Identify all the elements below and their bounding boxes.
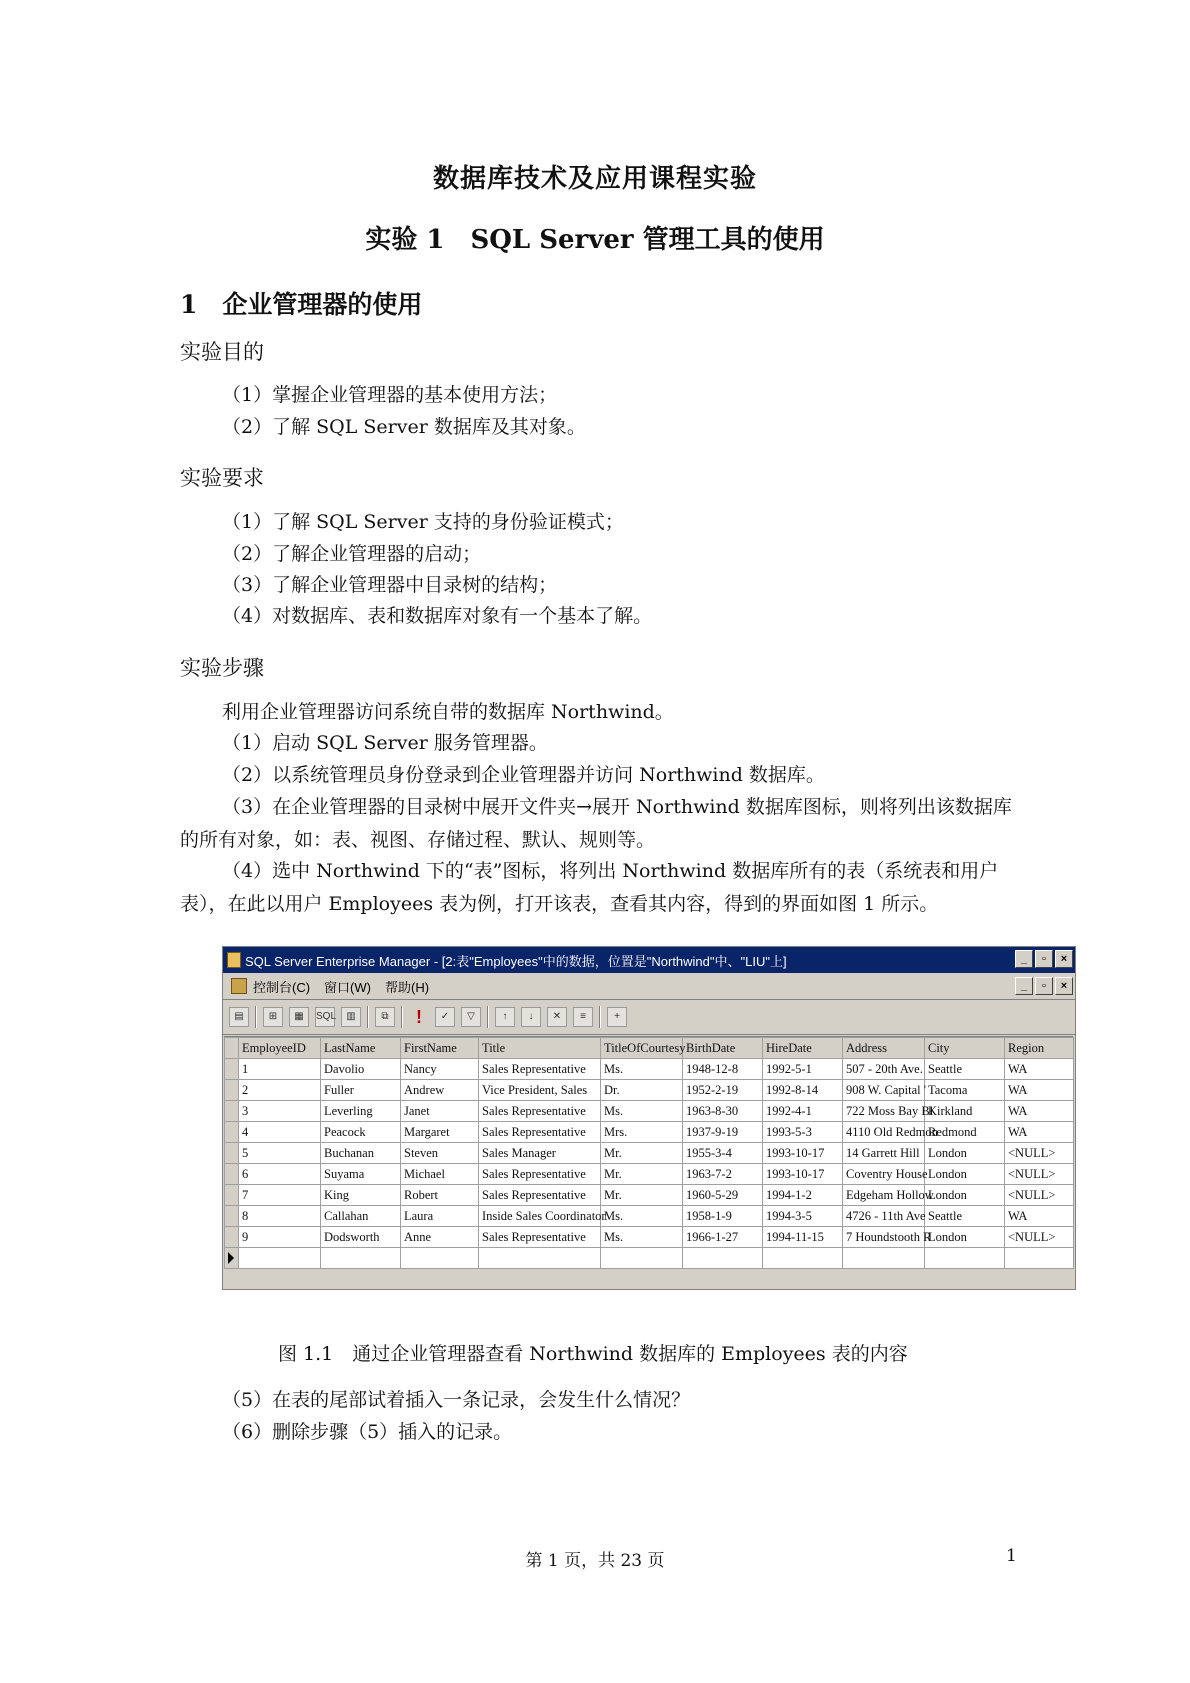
table-cell[interactable]: Michael: [401, 1164, 479, 1185]
table-cell[interactable]: Ms.: [601, 1206, 683, 1227]
table-cell[interactable]: 1993-10-17: [763, 1164, 843, 1185]
toolbar-separator: [401, 1006, 403, 1028]
table-cell[interactable]: 1992-4-1: [763, 1101, 843, 1122]
app-icon: [227, 952, 241, 968]
row-selector[interactable]: [225, 1227, 239, 1248]
sort-ascending-icon[interactable]: ↑: [495, 1007, 515, 1027]
row-selector[interactable]: [225, 1059, 239, 1080]
table-row[interactable]: [225, 1143, 1074, 1164]
table-cell[interactable]: Seattle: [925, 1059, 1005, 1080]
table-cell[interactable]: London: [925, 1227, 1005, 1248]
close-button[interactable]: ×: [1055, 950, 1073, 968]
table-cell[interactable]: 1992-8-14: [763, 1080, 843, 1101]
table-cell[interactable]: 6: [239, 1164, 321, 1185]
step-6: （6）删除步骤（5）插入的记录。: [222, 1421, 513, 1443]
table-cell[interactable]: Inside Sales Coordinator: [479, 1206, 601, 1227]
table-row[interactable]: [225, 1080, 1074, 1101]
toolbar-separator: [255, 1006, 257, 1028]
new-record-row[interactable]: [225, 1248, 1074, 1269]
row-selector[interactable]: [225, 1080, 239, 1101]
table-cell[interactable]: 1993-10-17: [763, 1143, 843, 1164]
table-cell[interactable]: Leverling: [321, 1101, 401, 1122]
table-cell[interactable]: Mrs.: [601, 1122, 683, 1143]
menu-console[interactable]: 控制台(C): [253, 979, 311, 995]
table-cell[interactable]: Buchanan: [321, 1143, 401, 1164]
table-cell[interactable]: Sales Representative: [479, 1185, 601, 1206]
toolbar: [223, 1000, 1075, 1035]
table-cell[interactable]: 1955-3-4: [683, 1143, 763, 1164]
table-cell[interactable]: Edgeham Hollow: [843, 1185, 925, 1206]
requirement-item-4: （4）对数据库、表和数据库对象有一个基本了解。: [222, 605, 653, 627]
table-cell[interactable]: Sales Manager: [479, 1143, 601, 1164]
group-by-icon[interactable]: ≡: [573, 1007, 593, 1027]
row-selector[interactable]: [225, 1164, 239, 1185]
table-row[interactable]: [225, 1164, 1074, 1185]
table-cell[interactable]: WA: [1005, 1206, 1074, 1227]
step-2: （2）以系统管理员身份登录到企业管理器并访问 Northwind 数据库。: [222, 764, 825, 786]
section-title: 1 企业管理器的使用: [180, 290, 423, 319]
table-cell[interactable]: Ms.: [601, 1059, 683, 1080]
table-cell[interactable]: Redmond: [925, 1122, 1005, 1143]
verify-sql-icon[interactable]: ✓: [435, 1007, 455, 1027]
purpose-heading: 实验目的: [180, 340, 264, 364]
table-cell[interactable]: Mr.: [601, 1185, 683, 1206]
table-cell[interactable]: Sales Representative: [479, 1101, 601, 1122]
requirement-item-2: （2）了解企业管理器的启动；: [222, 543, 482, 565]
table-row[interactable]: [225, 1101, 1074, 1122]
table-cell[interactable]: 7 Houndstooth R: [843, 1227, 925, 1248]
column-header[interactable]: Address: [843, 1038, 925, 1059]
table-cell[interactable]: Kirkland: [925, 1101, 1005, 1122]
table-cell[interactable]: Suyama: [321, 1164, 401, 1185]
table-cell[interactable]: 1963-7-2: [683, 1164, 763, 1185]
table-cell[interactable]: Peacock: [321, 1122, 401, 1143]
row-selector[interactable]: [225, 1185, 239, 1206]
purpose-item-1: （1）掌握企业管理器的基本使用方法；: [222, 384, 558, 406]
table-cell[interactable]: 9: [239, 1227, 321, 1248]
table-cell[interactable]: 1994-1-2: [763, 1185, 843, 1206]
table-row[interactable]: [225, 1206, 1074, 1227]
page-number: 1: [1006, 1546, 1017, 1566]
child-close-button[interactable]: ×: [1055, 977, 1073, 995]
sql-pane-icon[interactable]: SQL: [315, 1007, 335, 1027]
table-cell[interactable]: Dodsworth: [321, 1227, 401, 1248]
table-cell[interactable]: [843, 1248, 925, 1269]
table-cell[interactable]: Sales Representative: [479, 1227, 601, 1248]
step-3: （3）在企业管理器的目录树中展开文件夹→展开 Northwind 数据库图标，则将列出该数据库的所有对象，如：表、视图、存储过程、默认、规则等。: [180, 796, 1012, 851]
table-cell[interactable]: <NULL>: [1005, 1185, 1074, 1206]
table-cell[interactable]: 1: [239, 1059, 321, 1080]
table-cell[interactable]: <NULL>: [1005, 1164, 1074, 1185]
requirement-item-1: （1）了解 SQL Server 支持的身份验证模式；: [222, 511, 624, 533]
menu-window[interactable]: 窗口(W): [324, 979, 371, 995]
table-cell[interactable]: 8: [239, 1206, 321, 1227]
table-cell[interactable]: Dr.: [601, 1080, 683, 1101]
window-title: SQL Server Enterprise Manager - [2:表"Employees"中的数据，位置是"Northwind"中、"LIU"上]: [245, 953, 787, 969]
table-cell[interactable]: Steven: [401, 1143, 479, 1164]
table-cell[interactable]: [763, 1248, 843, 1269]
table-cell[interactable]: WA: [1005, 1101, 1074, 1122]
results-pane-icon[interactable]: ▥: [341, 1007, 361, 1027]
run-icon[interactable]: !: [416, 1007, 422, 1027]
table-cell[interactable]: 1993-5-3: [763, 1122, 843, 1143]
table-cell[interactable]: [683, 1248, 763, 1269]
table-cell[interactable]: WA: [1005, 1059, 1074, 1080]
step-4: （4）选中 Northwind 下的“表”图标，将列出 Northwind 数据库所有的表（系统表和用户表），在此以用户 Employees 表为例，打开该表，查看其内容，得到的界面如图 1 所示。: [180, 860, 999, 915]
table-cell[interactable]: [1005, 1248, 1074, 1269]
maximize-button[interactable]: ▫: [1035, 950, 1053, 968]
step-5: （5）在表的尾部试着插入一条记录，会发生什么情况？: [222, 1389, 691, 1411]
table-cell[interactable]: Laura: [401, 1206, 479, 1227]
table-cell[interactable]: Nancy: [401, 1059, 479, 1080]
toolbar-separator: [367, 1006, 369, 1028]
row-selector[interactable]: [225, 1143, 239, 1164]
table-cell[interactable]: Ms.: [601, 1101, 683, 1122]
table-cell[interactable]: [321, 1248, 401, 1269]
column-header[interactable]: Region: [1005, 1038, 1074, 1059]
figure-caption: 图 1.1 通过企业管理器查看 Northwind 数据库的 Employees 表的内容: [278, 1343, 908, 1365]
table-cell[interactable]: 1960-5-29: [683, 1185, 763, 1206]
table-cell[interactable]: [401, 1248, 479, 1269]
steps-heading: 实验步骤: [180, 656, 264, 680]
table-cell[interactable]: <NULL>: [1005, 1227, 1074, 1248]
table-cell[interactable]: Ms.: [601, 1227, 683, 1248]
column-header[interactable]: HireDate: [763, 1038, 843, 1059]
table-cell[interactable]: 2: [239, 1080, 321, 1101]
table-cell[interactable]: 5: [239, 1143, 321, 1164]
table-cell[interactable]: [239, 1248, 321, 1269]
table-cell[interactable]: WA: [1005, 1080, 1074, 1101]
column-header[interactable]: LastName: [321, 1038, 401, 1059]
table-cell[interactable]: Vice President, Sales: [479, 1080, 601, 1101]
table-cell[interactable]: Coventry House: [843, 1164, 925, 1185]
column-header[interactable]: Title: [479, 1038, 601, 1059]
document-title: 数据库技术及应用课程实验: [432, 164, 757, 194]
column-header[interactable]: TitleOfCourtesy: [601, 1038, 683, 1059]
table-cell[interactable]: 4: [239, 1122, 321, 1143]
table-cell[interactable]: 1992-5-1: [763, 1059, 843, 1080]
step-1: （1）启动 SQL Server 服务管理器。: [222, 732, 548, 754]
requirement-item-3: （3）了解企业管理器中目录树的结构；: [222, 574, 558, 596]
table-cell[interactable]: [601, 1248, 683, 1269]
table-row[interactable]: [225, 1059, 1074, 1080]
experiment-title: 实验 1 SQL Server 管理工具的使用: [365, 225, 825, 255]
table-cell[interactable]: King: [321, 1185, 401, 1206]
table-cell[interactable]: London: [925, 1164, 1005, 1185]
header-selector[interactable]: [225, 1038, 239, 1059]
add-table-icon[interactable]: +: [607, 1007, 627, 1027]
menu-help[interactable]: 帮助(H): [384, 979, 430, 995]
toolbar-separator: [487, 1006, 489, 1028]
table-cell[interactable]: 1994-11-15: [763, 1227, 843, 1248]
data-grid: [224, 1036, 1073, 1269]
table-cell[interactable]: WA: [1005, 1122, 1074, 1143]
table-cell[interactable]: Janet: [401, 1101, 479, 1122]
table-cell[interactable]: Fuller: [321, 1080, 401, 1101]
table-cell[interactable]: London: [925, 1143, 1005, 1164]
sort-descending-icon[interactable]: ↓: [521, 1007, 541, 1027]
remove-filter-icon[interactable]: ✕: [547, 1007, 567, 1027]
table-cell[interactable]: Anne: [401, 1227, 479, 1248]
row-selector[interactable]: [225, 1248, 239, 1269]
table-cell[interactable]: Callahan: [321, 1206, 401, 1227]
table-cell[interactable]: 3: [239, 1101, 321, 1122]
child-minimize-button[interactable]: _: [1015, 977, 1033, 995]
enterprise-manager-window: [222, 946, 1076, 1290]
table-cell[interactable]: Sales Representative: [479, 1164, 601, 1185]
toolbar-separator: [599, 1006, 601, 1028]
table-cell[interactable]: 1937-9-19: [683, 1122, 763, 1143]
diagram-pane-icon[interactable]: ⊞: [263, 1007, 283, 1027]
column-header[interactable]: BirthDate: [683, 1038, 763, 1059]
table-cell[interactable]: Mr.: [601, 1164, 683, 1185]
table-cell[interactable]: 14 Garrett Hill: [843, 1143, 925, 1164]
table-cell[interactable]: 7: [239, 1185, 321, 1206]
table-cell[interactable]: Mr.: [601, 1143, 683, 1164]
table-cell[interactable]: 1948-12-8: [683, 1059, 763, 1080]
console-icon: [231, 978, 247, 994]
row-selector[interactable]: [225, 1101, 239, 1122]
properties-icon[interactable]: ▤: [229, 1007, 249, 1027]
minimize-button[interactable]: _: [1015, 950, 1033, 968]
change-type-icon[interactable]: ⧉: [375, 1007, 395, 1027]
table-cell[interactable]: Davolio: [321, 1059, 401, 1080]
table-cell[interactable]: Sales Representative: [479, 1122, 601, 1143]
window-titlebar[interactable]: [223, 947, 1075, 973]
column-header[interactable]: FirstName: [401, 1038, 479, 1059]
table-cell[interactable]: Seattle: [925, 1206, 1005, 1227]
filter-icon[interactable]: ▽: [461, 1007, 481, 1027]
child-maximize-button[interactable]: ▫: [1035, 977, 1053, 995]
table-cell[interactable]: Margaret: [401, 1122, 479, 1143]
table-cell[interactable]: 1958-1-9: [683, 1206, 763, 1227]
grid-pane-icon[interactable]: ▦: [289, 1007, 309, 1027]
table-cell[interactable]: 1966-1-27: [683, 1227, 763, 1248]
page-footer: 第 1 页，共 23 页: [525, 1551, 665, 1571]
purpose-item-2: （2）了解 SQL Server 数据库及其对象。: [222, 416, 586, 438]
table-cell[interactable]: [479, 1248, 601, 1269]
table-cell[interactable]: 722 Moss Bay Bl: [843, 1101, 925, 1122]
table-row[interactable]: [225, 1227, 1074, 1248]
table-cell[interactable]: London: [925, 1185, 1005, 1206]
row-selector[interactable]: [225, 1122, 239, 1143]
table-cell[interactable]: 1963-8-30: [683, 1101, 763, 1122]
table-cell[interactable]: 4110 Old Redmon: [843, 1122, 925, 1143]
table-row[interactable]: [225, 1122, 1074, 1143]
requirements-heading: 实验要求: [180, 466, 264, 490]
column-header[interactable]: EmployeeID: [239, 1038, 321, 1059]
row-selector[interactable]: [225, 1206, 239, 1227]
current-row-arrow-icon: [228, 1252, 234, 1264]
table-cell[interactable]: 1994-3-5: [763, 1206, 843, 1227]
table-row[interactable]: [225, 1185, 1074, 1206]
table-cell[interactable]: 908 W. Capital ': [843, 1080, 925, 1101]
table-cell[interactable]: 4726 - 11th Ave: [843, 1206, 925, 1227]
grid-header-row: [225, 1038, 1074, 1059]
column-header[interactable]: City: [925, 1038, 1005, 1059]
table-cell[interactable]: Andrew: [401, 1080, 479, 1101]
menu-bar: [223, 973, 1075, 1000]
table-cell[interactable]: 1952-2-19: [683, 1080, 763, 1101]
table-cell[interactable]: Sales Representative: [479, 1059, 601, 1080]
table-cell[interactable]: Robert: [401, 1185, 479, 1206]
table-cell[interactable]: [925, 1248, 1005, 1269]
table-cell[interactable]: Tacoma: [925, 1080, 1005, 1101]
table-cell[interactable]: <NULL>: [1005, 1143, 1074, 1164]
table-cell[interactable]: 507 - 20th Ave.: [843, 1059, 925, 1080]
steps-intro: 利用企业管理器访问系统自带的数据库 Northwind。: [222, 701, 674, 723]
